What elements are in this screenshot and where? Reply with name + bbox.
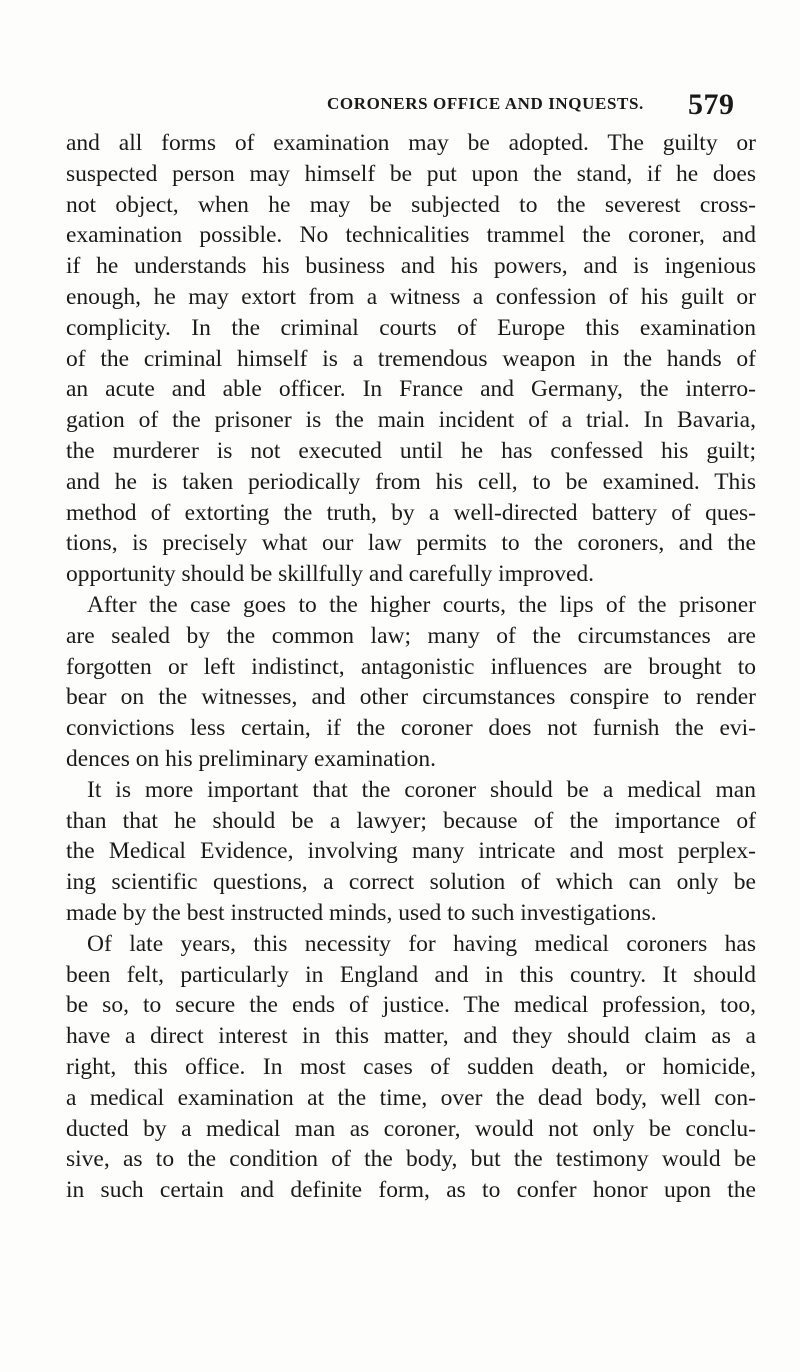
text-line: gation of the prisoner is the main incident of a trial. In Bavaria,	[66, 407, 756, 434]
text-line: if he understands his business and his powers, and is ingenious	[66, 253, 756, 280]
text-line: the Medical Evidence, involving many intricate and most perplex-	[66, 838, 756, 865]
text-line: suspected person may himself be put upon the stand, if he does	[66, 160, 756, 187]
text-line: than that he should be a lawyer; because of the importance of	[66, 807, 756, 834]
text-line: right, this office. In most cases of sudden death, or homicide,	[66, 1053, 756, 1080]
text-line: of the criminal himself is a tremendous weapon in the hands of	[66, 345, 756, 372]
text-line: bear on the witnesses, and other circumstances conspire to render	[66, 684, 756, 711]
text-line: been felt, particularly in England and in this country. It should	[66, 961, 756, 988]
body-text	[66, 128, 756, 1206]
text-line: convictions less certain, if the coroner does not furnish the evi-	[66, 715, 756, 742]
text-line: complicity. In the criminal courts of Europe this examination	[66, 314, 756, 341]
text-line: examination possible. No technicalities trammel the coroner, and	[66, 222, 756, 249]
text-line: and he is taken periodically from his cell, to be examined. This	[66, 468, 756, 495]
text-line: not object, when he may be subjected to the severest cross-	[66, 191, 756, 218]
text-line: a medical examination at the time, over the dead body, well con-	[66, 1084, 756, 1111]
text-line: ing scientific questions, a correct solution of which can only be	[66, 869, 756, 896]
text-line: be so, to secure the ends of justice. The medical profession, too,	[66, 992, 756, 1019]
text-line: Of late years, this necessity for having medical coroners has	[87, 930, 756, 957]
text-line: It is more important that the coroner should be a medical man	[87, 776, 756, 803]
text-line: made by the best instructed minds, used to such investigations.	[66, 899, 657, 926]
text-line: opportunity should be skillfully and carefully improved.	[66, 561, 595, 588]
text-line: forgotten or left indistinct, antagonistic influences are brought to	[66, 653, 756, 680]
text-line: dences on his preliminary examination.	[66, 745, 437, 772]
text-line: ducted by a medical man as coroner, would not only be conclu-	[66, 1115, 756, 1142]
text-line: are sealed by the common law; many of the circumstances are	[66, 622, 756, 649]
text-line: sive, as to the condition of the body, but the testimony would be	[66, 1146, 756, 1173]
text-line: enough, he may extort from a witness a confession of his guilt or	[66, 283, 756, 310]
page-number: 579	[688, 88, 735, 121]
running-title: CORONERS OFFICE AND INQUESTS.	[327, 94, 644, 113]
text-line: After the case goes to the higher courts, the lips of the prisoner	[87, 591, 756, 618]
text-line: tions, is precisely what our law permits to the coroners, and the	[66, 530, 756, 557]
text-line: method of extorting the truth, by a well-directed battery of ques-	[66, 499, 756, 526]
text-line: have a direct interest in this matter, and they should claim as a	[66, 1023, 756, 1050]
text-line: an acute and able officer. In France and Germany, the interro-	[66, 376, 756, 403]
text-line: the murderer is not executed until he has confessed his guilt;	[66, 437, 756, 464]
text-line: in such certain and definite form, as to confer honor upon the	[66, 1177, 756, 1204]
text-line: and all forms of examination may be adopted. The guilty or	[66, 130, 756, 156]
running-head	[0, 88, 800, 128]
